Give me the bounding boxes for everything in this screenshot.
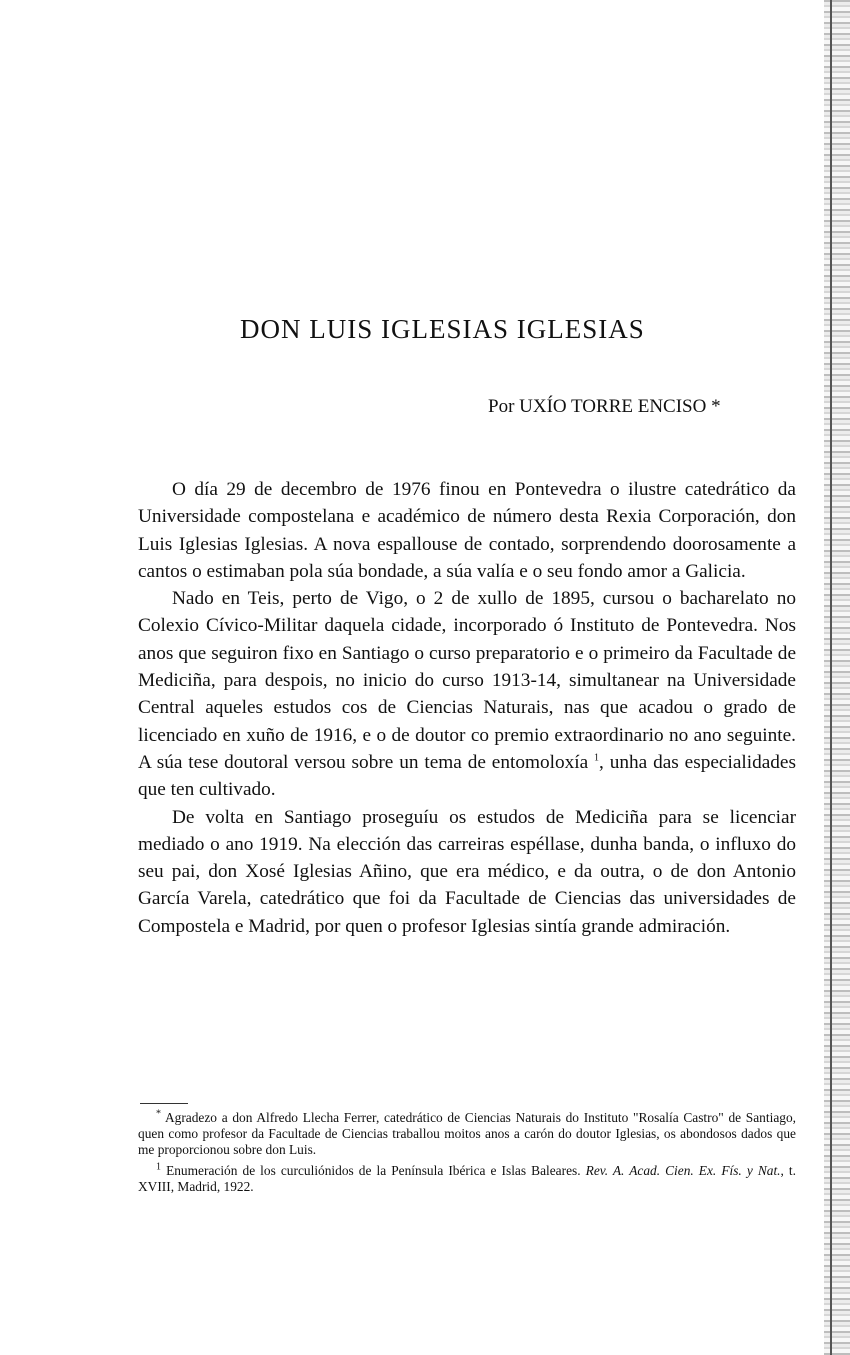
footnote-1-tail: , t. XVIII, Madrid, 1922. bbox=[138, 1163, 796, 1194]
body-paragraph-3: De volta en Santiago proseguíu os estudos de Mediciña para se licenciar mediado o ano 1919. Na elección das carreiras espéllase, dunha banda, o influxo do seu pai, don Xosé Iglesias Añino, que era médico, e da outra, o de don Antonio García Varela, catedrático que foi da Facultade de Ciencias das universidades de Compostela e Madrid, por quen o profesor Iglesias sintía grande admiración. bbox=[138, 806, 796, 937]
footnote-star-mark: * bbox=[156, 1108, 161, 1120]
footnote-1-journal: Rev. A. Acad. Cien. Ex. Fís. y Nat. bbox=[585, 1163, 781, 1178]
byline-text: Por UXÍO TORRE ENCISO bbox=[488, 396, 707, 417]
footnote-ref-1: 1 bbox=[594, 752, 600, 764]
article-title: DON LUIS IGLESIAS IGLESIAS bbox=[240, 314, 645, 344]
article-byline bbox=[488, 396, 818, 418]
page-edge-line bbox=[830, 0, 832, 1355]
footnote-1-mark: 1 bbox=[156, 1161, 161, 1173]
footnotes bbox=[138, 1110, 796, 1200]
body-paragraph-2 bbox=[138, 585, 796, 803]
body-paragraph-2-text: Nado en Teis, perto de Vigo, o 2 de xullo de 1895, cursou o bacharelato no Colexio Cívico-Militar daquela cidade, incorporado ó Instituto de Pontevedra. Nos anos que seguiron fixo en Santiago o curso preparatorio e o primeiro da Facultade de Mediciña, para despois, no inicio do curso 1913-14, simultanear na Universidade Central aqueles estudos cos de Ciencias Naturais, nas que acadou o grado de licenciado en xuño de 1916, e o de doutor co premio extraordinario no ano seguinte. A súa tese doutoral versou sobre un tema de entomoloxía bbox=[138, 588, 796, 773]
footnote-1 bbox=[138, 1163, 796, 1195]
footnote-separator bbox=[140, 1103, 188, 1104]
footnote-1-text: Enumeración de los curculiónidos de la Península Ibérica e Islas Baleares. bbox=[166, 1163, 581, 1178]
byline-footnote-mark: * bbox=[711, 396, 721, 417]
page-edge-shadow bbox=[824, 0, 850, 1355]
article-body bbox=[138, 476, 796, 940]
body-paragraph-2-tail: , unha das especialidades que ten cultivado. bbox=[138, 751, 796, 801]
footnote-star bbox=[138, 1110, 796, 1158]
footnote-star-text: Agradezo a don Alfredo Llecha Ferrer, catedrático de Ciencias Naturais do Instituto "Rosalía Castro" de Santiago, quen como profesor da Facultade de Ciencias traballou moitos anos a carón do doutor Iglesias, os abondosos dados que me proporcionou sobre don Luis. bbox=[138, 1110, 796, 1157]
body-paragraph-1: O día 29 de decembro de 1976 finou en Pontevedra o ilustre catedrático da Universidade compostelana e académico de número desta Rexia Corporación, don Luis Iglesias Iglesias. A nova espallouse de contado, sorprendendo doorosamente a cantos o estimaban pola súa bondade, a súa valía e o seu fondo amor a Galicia. bbox=[138, 479, 796, 582]
